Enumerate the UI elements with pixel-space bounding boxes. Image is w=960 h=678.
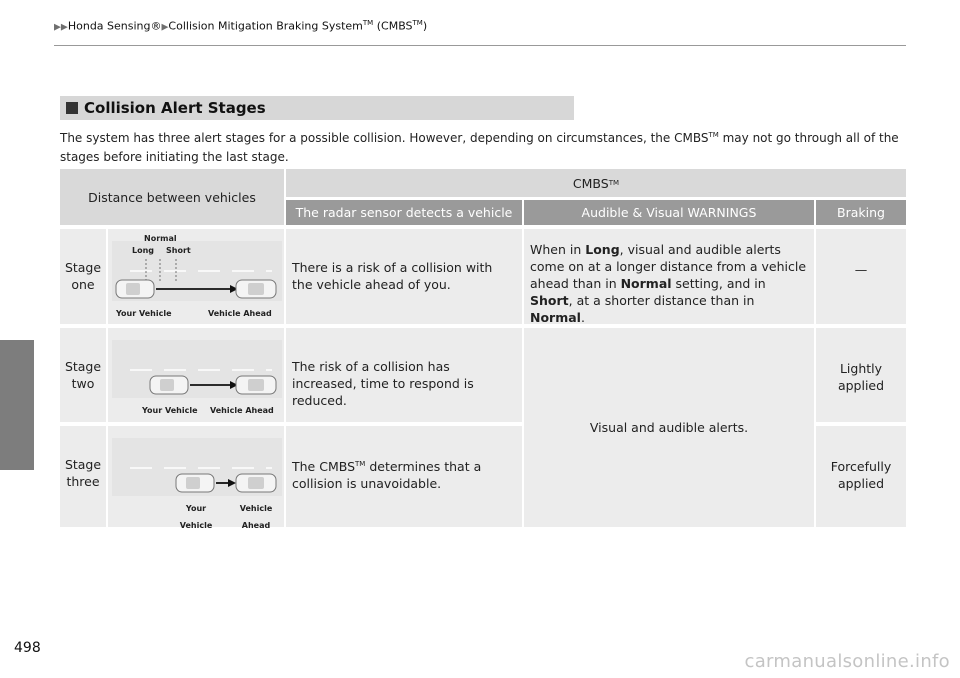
fig-normal-label: Normal — [144, 234, 177, 243]
stage-two-braking: Lightly applied — [816, 328, 906, 422]
fig-your-vehicle-label: Your Vehicle — [142, 406, 198, 415]
header-cmbs-text: CMBS — [572, 175, 609, 191]
arrow-icon: ▶ — [161, 22, 169, 33]
stage-three-braking: Forcefully applied — [816, 426, 906, 527]
your-vehicle-car-icon — [176, 474, 214, 492]
section-header — [60, 96, 574, 120]
merged-alert-cell: Visual and audible alerts. — [524, 328, 814, 527]
intro-text-cont: may not go through all of the stages before initiating the last stage. — [60, 131, 899, 164]
fig-vehicle-ahead-label: Vehicle Ahead — [208, 309, 272, 318]
square-bullet-icon — [66, 102, 78, 114]
stage-two-diagram — [112, 340, 282, 398]
fig-your-vehicle-label: Your Vehicle — [179, 504, 213, 530]
vehicle-ahead-car-icon — [236, 280, 276, 298]
page-number: 498 — [14, 640, 41, 656]
stage-three-figure-cell — [108, 426, 284, 530]
stage-one-figure-cell — [108, 229, 284, 324]
double-arrow-icon: ▶▶ — [54, 22, 68, 33]
breadcrumb-cmbs-end: ) — [422, 19, 428, 33]
your-vehicle-car-icon — [150, 376, 188, 394]
vehicle-ahead-car-icon — [236, 474, 276, 492]
trademark-mark: TM — [608, 178, 620, 187]
stage-two-description: The risk of a collision has increased, time to respond is reduced. — [286, 328, 522, 422]
alert-stages-table — [60, 169, 906, 530]
breadcrumb — [54, 19, 427, 33]
header-radar: The radar sensor detects a vehicle — [286, 200, 522, 225]
header-distance: Distance between vehicles — [60, 169, 284, 225]
breadcrumb-cmbs-suffix: (CMBS — [373, 19, 413, 33]
trademark-mark: TM — [362, 19, 374, 27]
intro-text: The system has three alert stages for a possible collision. However, depending on circumstances, the CMBS — [60, 131, 709, 145]
header-rule — [54, 45, 906, 46]
stage-three-diagram — [112, 438, 282, 496]
stage-three-description: The CMBS™ determines that a collision is unavoidable. — [286, 426, 522, 527]
trademark-mark: TM — [355, 460, 366, 468]
stage-one-description: There is a risk of a collision with the vehicle ahead of you. — [286, 229, 522, 324]
breadcrumb-cmbs[interactable]: Collision Mitigation Braking System — [168, 19, 363, 33]
header-cmbs — [286, 169, 906, 197]
header-audible: Audible & Visual WARNINGS — [524, 200, 814, 225]
fig-vehicle-ahead-label: Vehicle Ahead — [210, 406, 274, 415]
stage-three-label: Stage three — [60, 426, 106, 527]
trademark-mark: TM — [412, 19, 423, 27]
breadcrumb-honda-sensing[interactable]: Honda Sensing® — [67, 19, 162, 33]
trademark-mark: TM — [708, 131, 719, 139]
stage-two-figure-cell — [108, 328, 284, 422]
stage-one-alert: When in Long, visual and audible alerts come on at a longer distance from a vehicle ahead than in Normal setting, and in Short, at a shorter distance than in Normal. — [524, 229, 814, 324]
fig-vehicle-ahead-label: Vehicle Ahead — [239, 504, 273, 530]
stage-two-label: Stage two — [60, 328, 106, 422]
intro-paragraph — [60, 126, 906, 167]
your-vehicle-car-icon — [116, 280, 154, 298]
fig-long-label: Long — [132, 246, 155, 255]
vehicle-ahead-car-icon — [236, 376, 276, 394]
section-title: Collision Alert Stages — [84, 99, 266, 117]
fig-short-label: Short — [166, 246, 191, 255]
fig-your-vehicle-label: Your Vehicle — [116, 309, 172, 318]
header-braking: Braking — [816, 200, 906, 225]
watermark: carmanualsonline.info — [744, 651, 950, 672]
stage-one-label: Stage one — [60, 229, 106, 324]
stage-one-braking: — — [816, 229, 906, 324]
sidebar-tab[interactable] — [0, 340, 34, 470]
